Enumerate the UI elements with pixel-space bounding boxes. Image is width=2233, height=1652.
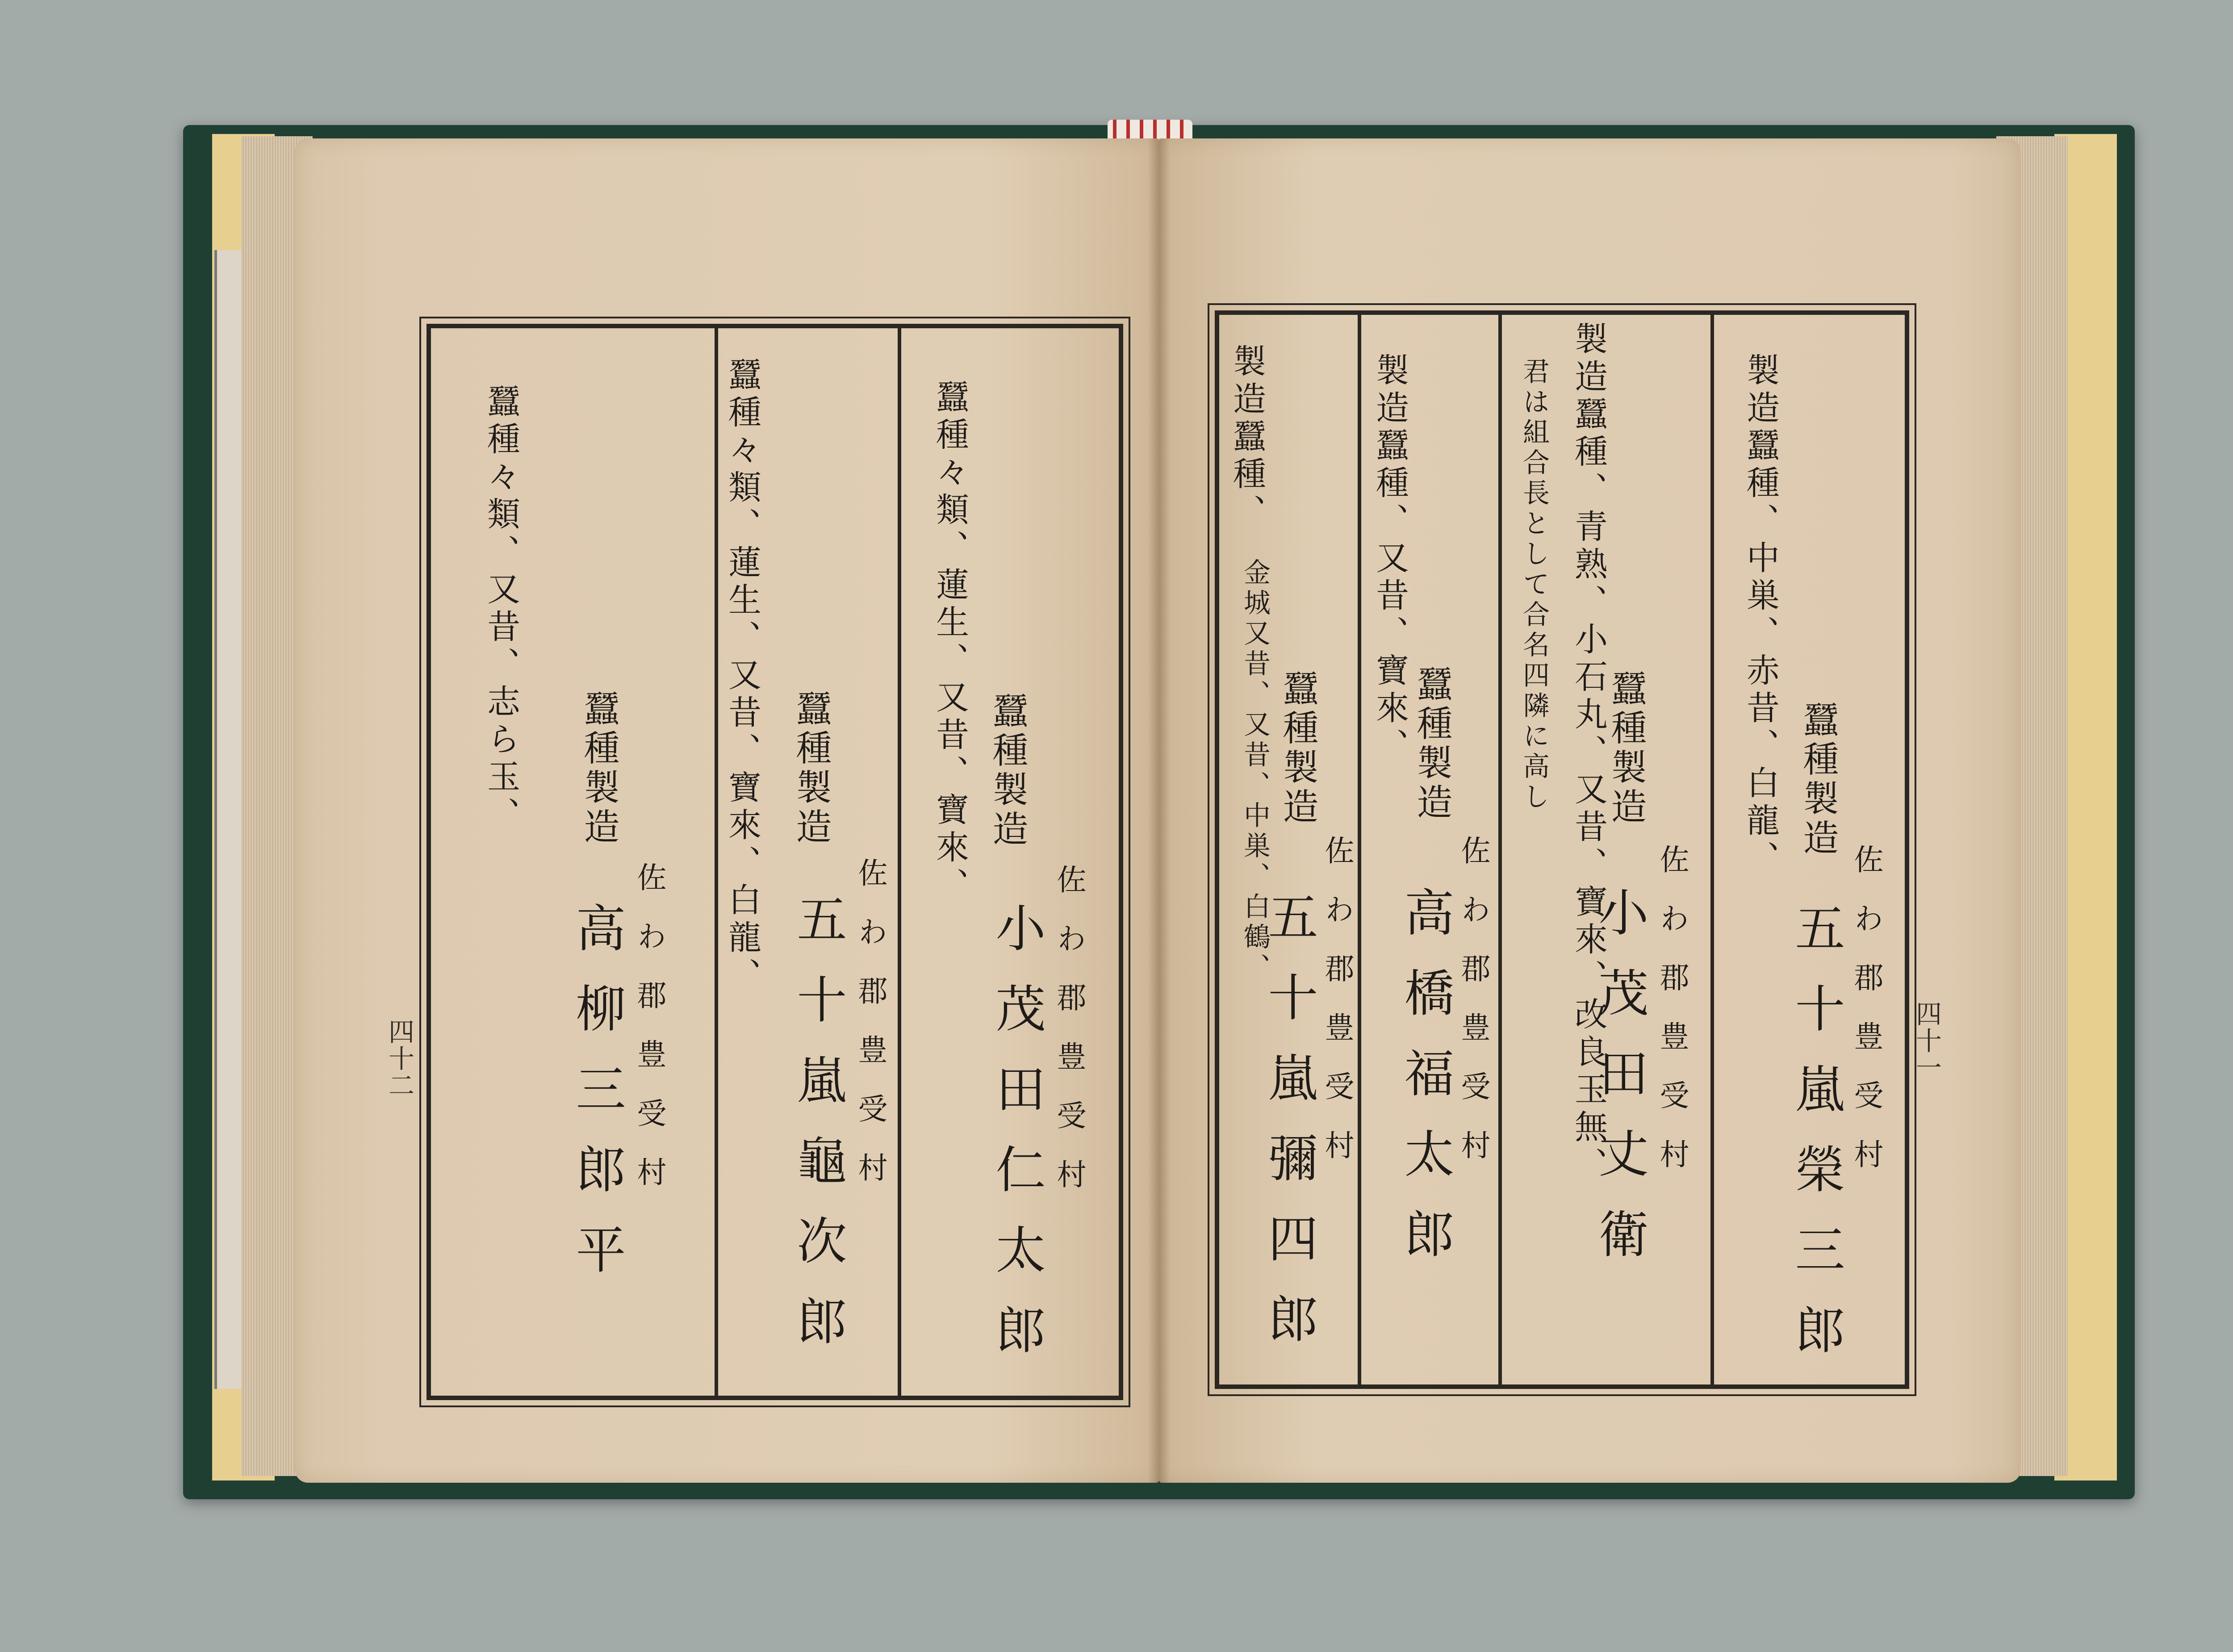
entry-name: 小茂田丈衛 bbox=[1590, 887, 1648, 1288]
entry-name: 高柳三郎平 bbox=[568, 902, 626, 1304]
entry-products: 蠶種々類、蓮生、又昔、寶來、白龍、 bbox=[723, 357, 761, 995]
entry-category: 蠶種製造 bbox=[1411, 665, 1452, 823]
entry-name: 小茂田仁太郎 bbox=[987, 902, 1045, 1384]
left-divider-2 bbox=[715, 328, 718, 1396]
entry-name: 五十嵐龜次郎 bbox=[789, 893, 847, 1376]
entry-address: 佐わ郡豊受村 bbox=[853, 857, 887, 1211]
right-divider-3 bbox=[1358, 315, 1361, 1384]
left-divider-1 bbox=[898, 328, 901, 1396]
entry-name: 五十嵐榮三郎 bbox=[1787, 902, 1845, 1384]
entry-category: 蠶種製造 bbox=[790, 690, 832, 847]
book-gutter bbox=[1148, 138, 1170, 1483]
entry-address: 佐わ郡豊受村 bbox=[632, 862, 666, 1216]
entry-category: 蠶種製造 bbox=[987, 692, 1028, 849]
entry-address: 佐わ郡豊受村 bbox=[1320, 835, 1354, 1189]
entry-products-2: 金城又昔、又昔、中巣、白鶴、 bbox=[1239, 558, 1271, 983]
entry-category: 蠶種製造 bbox=[1277, 670, 1318, 827]
right-divider-2 bbox=[1498, 315, 1502, 1384]
entry-category: 蠶種製造 bbox=[1605, 670, 1647, 827]
entry-name: 高橋福太郎 bbox=[1396, 887, 1454, 1288]
entry-products: 製造蠶種、 bbox=[1228, 344, 1266, 531]
entry-products: 製造蠶種、又昔、寶來、 bbox=[1371, 353, 1409, 765]
entry-products: 蠶種々類、蓮生、又昔、寶來、 bbox=[931, 380, 969, 905]
entry-note: 君は組合長として合名四隣に高し bbox=[1518, 357, 1550, 813]
entry-address: 佐わ郡豊受村 bbox=[1052, 864, 1086, 1218]
right-page-number: 四十一 bbox=[1911, 1000, 1942, 1081]
entry-address: 佐わ郡豊受村 bbox=[1655, 844, 1689, 1198]
entry-category: 蠶種製造 bbox=[578, 690, 619, 847]
entry-category: 蠶種製造 bbox=[1797, 701, 1839, 858]
left-page-number: 四十二 bbox=[384, 1018, 414, 1099]
entry-address: 佐わ郡豊受村 bbox=[1456, 835, 1490, 1189]
entry-products: 製造蠶種、中巣、赤昔、白龍、 bbox=[1741, 353, 1780, 878]
entry-name: 五十嵐彌四郎 bbox=[1260, 891, 1318, 1373]
entry-address: 佐わ郡豊受村 bbox=[1849, 844, 1883, 1198]
entry-products: 製造蠶種、青熟、小石丸、又昔、寶來、改良玉無、 bbox=[1569, 322, 1608, 1184]
entry-products: 蠶種々類、又昔、志ら玉、 bbox=[482, 384, 520, 834]
right-divider-1 bbox=[1710, 315, 1714, 1384]
